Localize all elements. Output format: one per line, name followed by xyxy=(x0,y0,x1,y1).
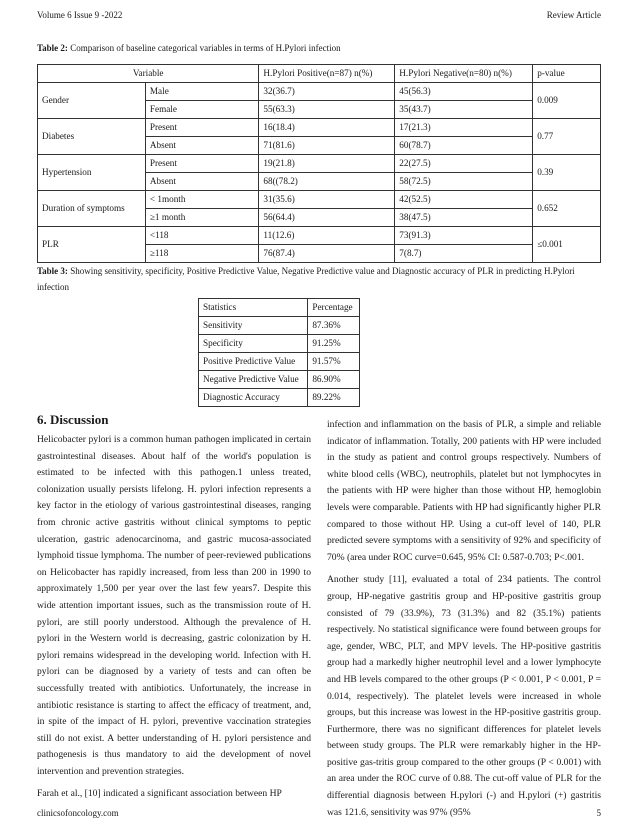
baseline-comparison-table xyxy=(37,64,601,263)
table-cell: 22(27.5) xyxy=(395,155,533,173)
table-cell: <118 xyxy=(145,227,259,245)
table-cell: Female xyxy=(145,101,259,119)
table-cell: 42(52.5) xyxy=(395,191,533,209)
table-cell: 16(18.4) xyxy=(259,119,395,137)
table-header-row xyxy=(199,299,360,317)
variable-cell: Hypertension xyxy=(38,155,146,191)
header-cell: Variable xyxy=(38,65,259,83)
journal-issue-label: Volume 6 Issue 9 -2022 xyxy=(37,10,123,20)
table-cell: Absent xyxy=(145,137,259,155)
table-cell: ≥1 month xyxy=(145,209,259,227)
header-cell: H.Pylori Positive(n=87) n(%) xyxy=(259,65,395,83)
table-cell: < 1month xyxy=(145,191,259,209)
p-value-cell: 0.39 xyxy=(533,155,601,191)
percentage-cell: 86.90% xyxy=(308,371,360,389)
table-cell: 68((78.2) xyxy=(259,173,395,191)
paragraph: Another study [11], evaluated a total of 234 patients. The control group, HP-negative gastritis group and HP-positive gastritis group consisted of 79 (33.9%), 73 (31.3%) and 82 (35.1%) patients respectively. No statistical significance were found between groups for age, gender, WBC, PLT, and MPV levels. The HP-positive gastritis group had a markedly higher neutrophil level and a lower lymphocyte and HB levels compared to the other groups (P < 0.001, P < 0.001, P = 0.014, respectively). The platelet levels were increased in whole groups, but this increase was lowest in the HP-positive gastritis group. Furthermore, there was no significant differences for platelet levels between study groups. The PLR were remarkably higher in the HP-positive gas-tritis group compared to the other groups (P < 0.001) with an area under the ROC curve of 0.88. The cut-off value of PLR for the differential diagnosis between H.pylori (-) and H.pylori (+) gastritis was 121.6, sensitivity was 97% (95% xyxy=(327,574,601,818)
plr-accuracy-table xyxy=(198,298,360,407)
table-row xyxy=(199,317,360,335)
table-cell: 19(21.8) xyxy=(259,155,395,173)
header-cell: Percentage xyxy=(308,299,360,317)
article-type-label: Review Article xyxy=(546,10,601,20)
table-cell: 55(63.3) xyxy=(259,101,395,119)
section-heading: 6. Discussion xyxy=(37,412,109,427)
statistic-cell: Specificity xyxy=(199,335,308,353)
table-cell: 45(56.3) xyxy=(395,83,533,101)
table3-caption-label: Table 3: xyxy=(37,266,68,276)
paragraph: Farah et al., [10] indicated a significant association between HP xyxy=(37,788,282,800)
table-cell: 58(72.5) xyxy=(395,173,533,191)
table-cell: 76(87.4) xyxy=(259,245,395,263)
table2-caption-text: Comparison of baseline categorical variables in terms of H.Pylori infection xyxy=(70,43,341,53)
table-cell: Present xyxy=(145,119,259,137)
table-row xyxy=(38,227,601,245)
table-row xyxy=(199,335,360,353)
p-value-cell: 0.009 xyxy=(533,83,601,119)
variable-cell: PLR xyxy=(38,227,146,263)
header-cell: H.Pylori Negative(n=80) n(%) xyxy=(395,65,533,83)
p-value-cell: 0.652 xyxy=(533,191,601,227)
table-cell: 11(12.6) xyxy=(259,227,395,245)
table-cell: 56(64.4) xyxy=(259,209,395,227)
paragraph: Helicobacter pylori is a common human pathogen implicated in certain gastrointestinal diseases. About half of the world's population is estimated to be infected with this pathogen.1 unless treated, colonization usually persists lifelong. H. pylori infection represents a key factor in the etiology of various gastrointestinal diseases, ranging from chronic active gastritis without clinical symptoms to peptic ulceration, gastric adenocarcinoma, and gastric mucosa-associated lymphoid tissue lymphoma. The number of peer-reviewed publications on Helicobacter has rapidly increased, from less than 200 in 1990 to approximately 1,500 per year over the last few years7. Despite this wide attention important issues, such as the transmission route of H. pylori, are still poorly understood. Although the prevalence of H. pylori in the Western world is decreasing, gastric colonization by H. pylori remains widespread in the developing world. Infection with H. pylori can be diagnosed by a variety of tests and can often be successfully treated with antibiotics. Unfortunately, the increase in antibiotic resistance is starting to affect the efficacy of treatment, and, in spite of the impact of H. pylori, preventive vaccination strategies still do not exist. A better understanding of H. pylori persistence and pathogenesis is thus mandatory to aid the development of novel intervention and prevention strategies. xyxy=(37,434,311,777)
percentage-cell: 87.36% xyxy=(308,317,360,335)
table-cell: 73(91.3) xyxy=(395,227,533,245)
page-number: 5 xyxy=(596,808,601,818)
site-footer: clinicsofoncology.com xyxy=(37,808,119,818)
p-value-cell: ≤0.001 xyxy=(533,227,601,263)
discussion-right-column xyxy=(327,417,601,821)
variable-cell: Diabetes xyxy=(38,119,146,155)
table3-caption xyxy=(37,263,601,295)
table-cell: Male xyxy=(145,83,259,101)
table-cell: ≥118 xyxy=(145,245,259,263)
p-value-cell: 0.77 xyxy=(533,119,601,155)
table-cell: Absent xyxy=(145,173,259,191)
table-row xyxy=(38,119,601,137)
statistic-cell: Negative Predictive Value xyxy=(199,371,308,389)
paragraph: infection and inflammation on the basis of PLR, a simple and reliable indicator of inflammation. Totally, 200 patients with HP were included in the study as patient and control groups respectively. Numbers of white blood cells (WBC), neutrophils, platelet but not lymphocytes in the patients with HP were higher than those without HP, hemoglobin levels were comparable. Patients with HP had significantly higher PLR compared to those without HP. Using a cut-off level of 140, PLR predicted severe symptoms with a sensitivity of 92% and specificity of 70% (area under ROC curve=0.645, 95% CI: 0.587-0.703; P<.001. xyxy=(327,419,601,563)
table-row xyxy=(199,389,360,407)
table-row xyxy=(38,155,601,173)
table-cell: 60(78.7) xyxy=(395,137,533,155)
discussion-left-column xyxy=(37,432,311,803)
table-cell: 71(81.6) xyxy=(259,137,395,155)
table3-caption-text: Showing sensitivity, specificity, Positive Predictive Value, Negative Predictive value and Diagnostic accuracy of PLR in predicting H.Pylori infection xyxy=(37,266,575,292)
table-cell: Present xyxy=(145,155,259,173)
table2-caption xyxy=(37,40,601,56)
percentage-cell: 89.22% xyxy=(308,389,360,407)
percentage-cell: 91.25% xyxy=(308,335,360,353)
statistic-cell: Sensitivity xyxy=(199,317,308,335)
table-row xyxy=(38,83,601,101)
table-cell: 38(47.5) xyxy=(395,209,533,227)
variable-cell: Gender xyxy=(38,83,146,119)
header-cell: p-value xyxy=(533,65,601,83)
percentage-cell: 91.57% xyxy=(308,353,360,371)
table-row xyxy=(199,353,360,371)
table-cell: 32(36.7) xyxy=(259,83,395,101)
table-cell: 31(35.6) xyxy=(259,191,395,209)
table-row xyxy=(199,371,360,389)
table-cell: 7(8.7) xyxy=(395,245,533,263)
table2-caption-label: Table 2: xyxy=(37,43,68,53)
statistic-cell: Positive Predictive Value xyxy=(199,353,308,371)
table-cell: 17(21.3) xyxy=(395,119,533,137)
header-cell: Statistics xyxy=(199,299,308,317)
statistic-cell: Diagnostic Accuracy xyxy=(199,389,308,407)
table-cell: 35(43.7) xyxy=(395,101,533,119)
variable-cell: Duration of symptoms xyxy=(38,191,146,227)
table-header-row xyxy=(38,65,601,83)
table-row xyxy=(38,191,601,209)
